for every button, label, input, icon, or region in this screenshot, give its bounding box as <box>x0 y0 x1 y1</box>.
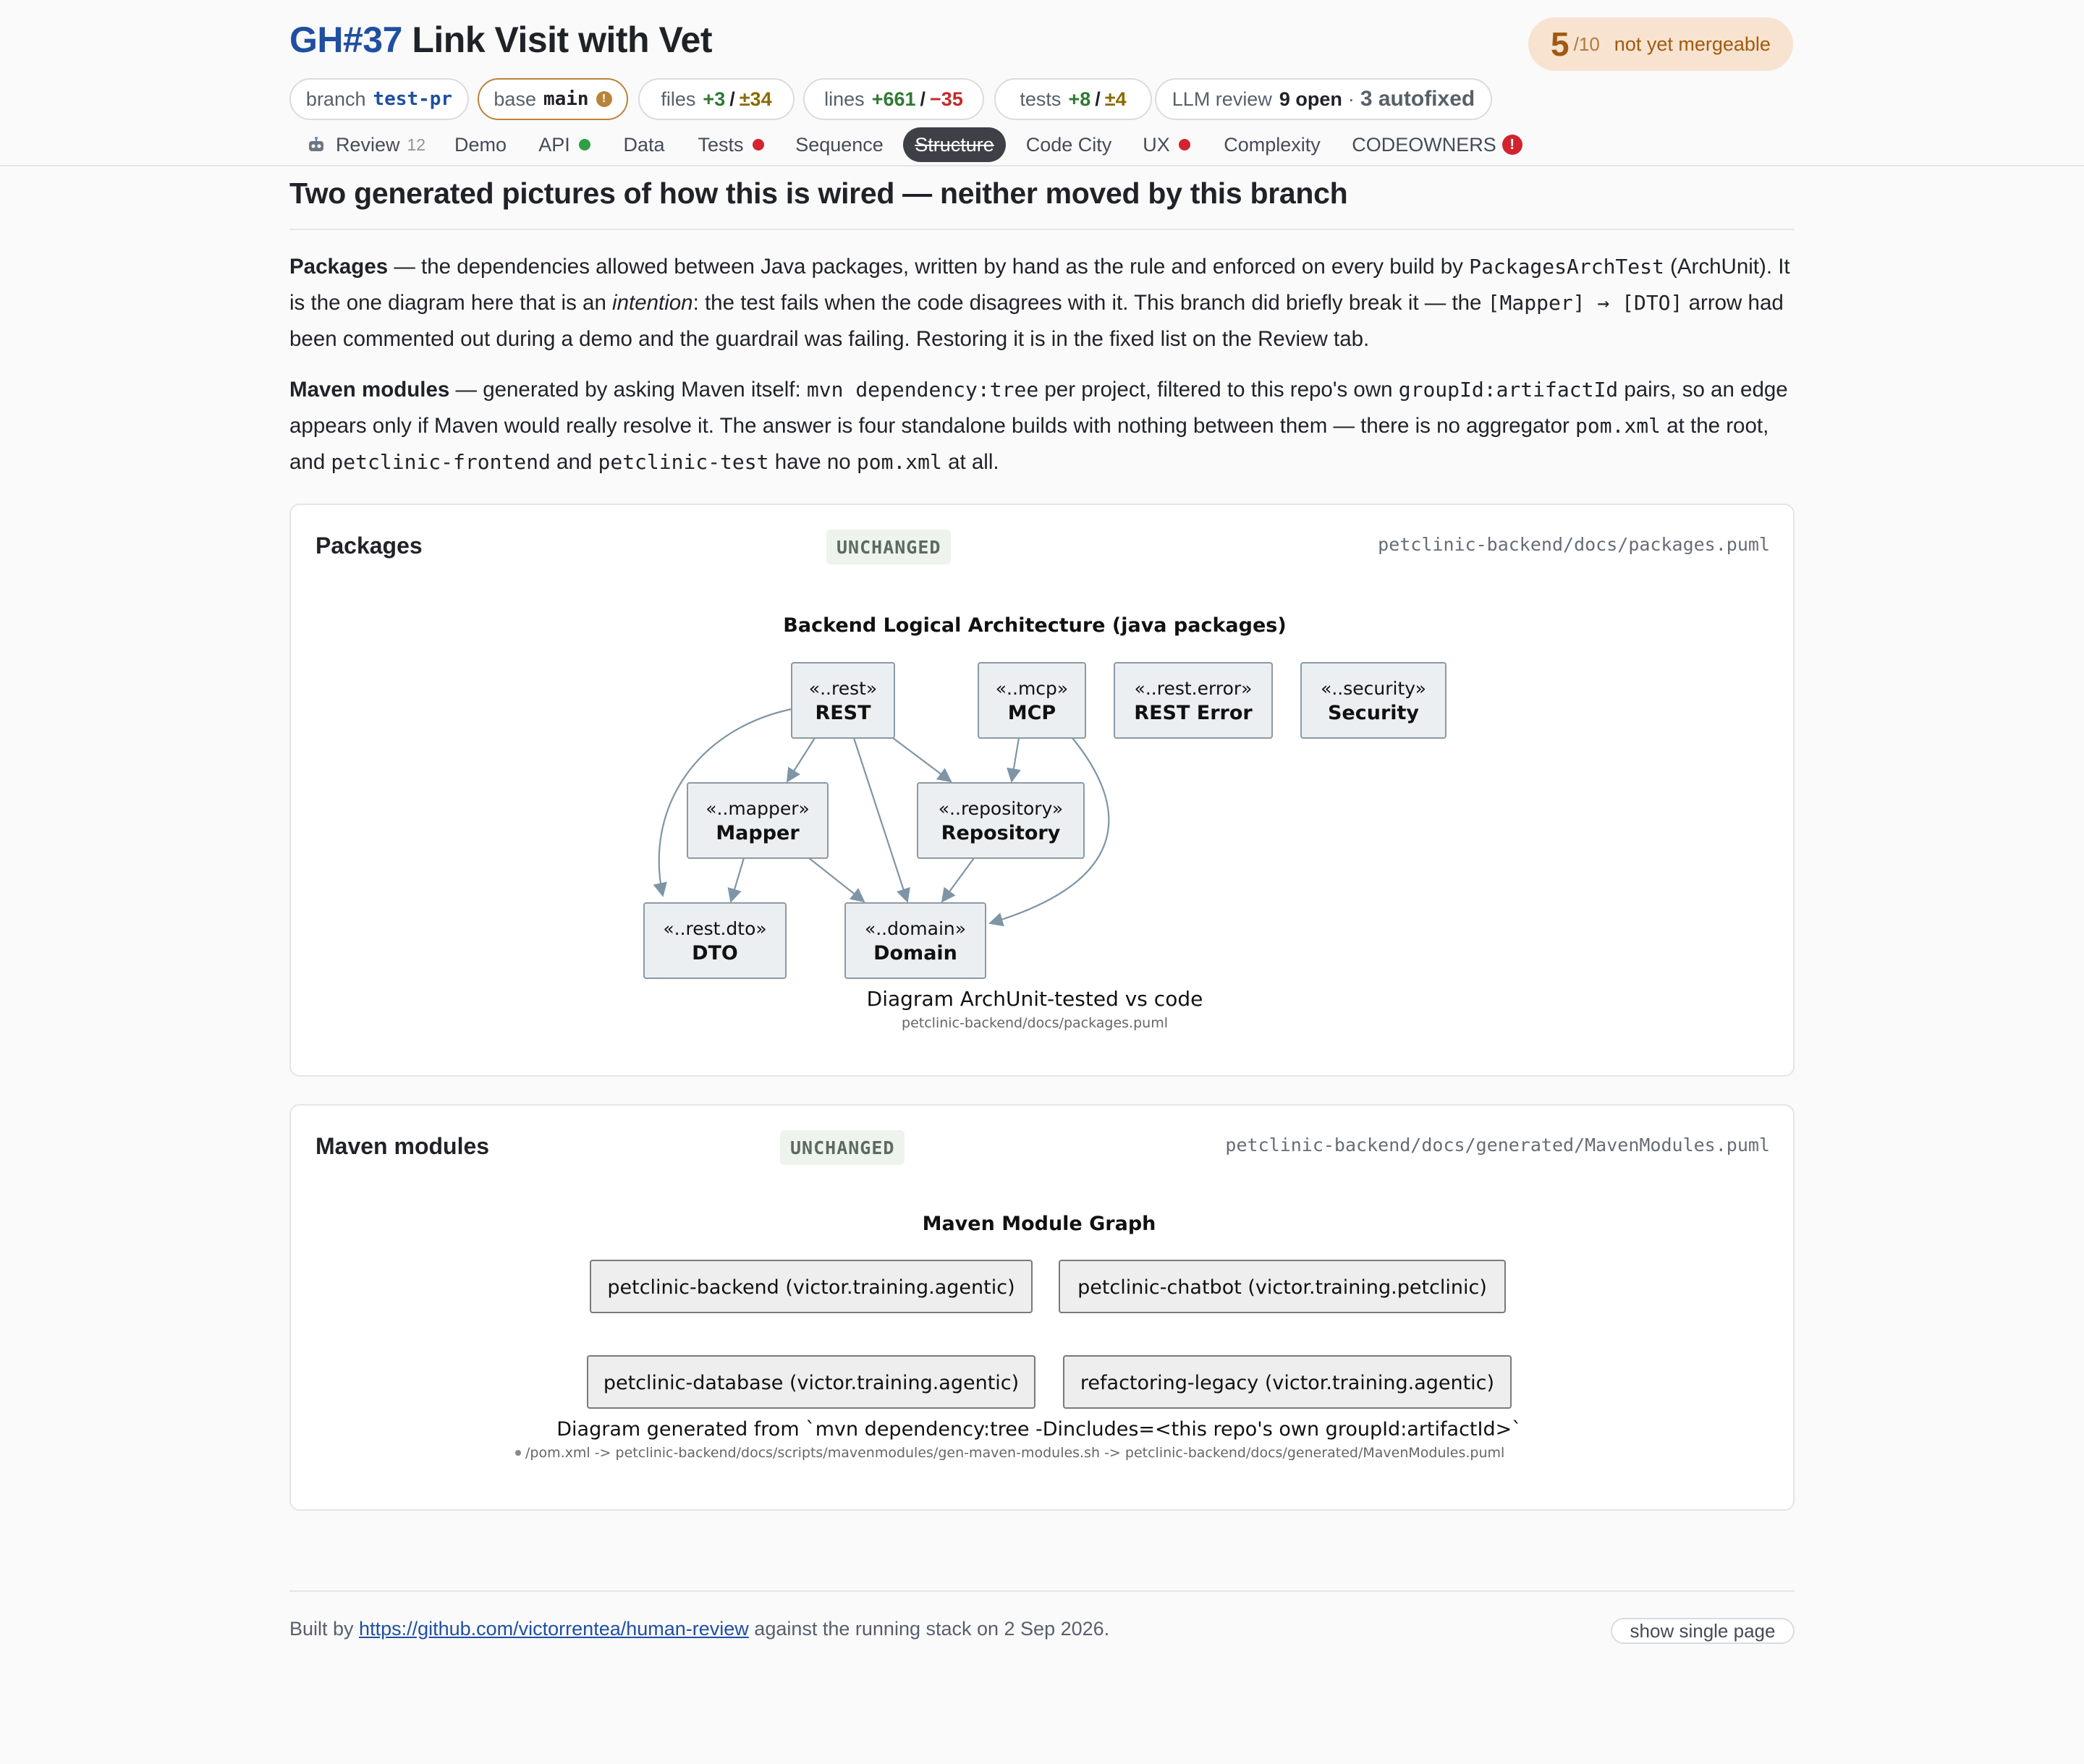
edge-repository-to-domain <box>942 858 974 902</box>
alert-icon: ! <box>1502 135 1522 155</box>
text: — the dependencies allowed between Java packages, written by hand as the rule and enforced on every build by <box>388 255 1470 279</box>
text: : the test fails when the code disagrees with it. This branch did briefly break it — the <box>692 291 1488 315</box>
tab-label: Demo <box>454 133 507 156</box>
pr-title: Link Visit with Vet <box>412 20 713 60</box>
packages-diagram <box>291 505 1793 1075</box>
lines-sep: / <box>920 88 926 110</box>
package-node-rest <box>792 663 894 738</box>
node-name: REST Error <box>1134 702 1253 724</box>
module-label: petclinic-backend (victor.training.agentic) <box>607 1276 1015 1299</box>
code: [Mapper] → [DTO] <box>1487 291 1683 315</box>
tab-tests[interactable] <box>695 127 767 162</box>
section-title: Two generated pictures of how this is wired — neither moved by this branch <box>289 177 1348 210</box>
tab-data[interactable] <box>617 127 672 162</box>
footer-text <box>289 1618 1109 1640</box>
tab-label: Data <box>623 133 665 156</box>
status-dot-red <box>1179 139 1190 150</box>
edge-mcp-to-repository <box>1012 738 1019 781</box>
package-node-mcp <box>978 663 1085 738</box>
llm-autofixed: 3 autofixed <box>1360 87 1475 111</box>
llm-review-label: LLM review <box>1172 88 1272 110</box>
card-title: Packages <box>315 533 423 559</box>
code: pom.xml <box>1575 414 1661 438</box>
tests-sep: / <box>1095 88 1101 110</box>
package-nodes <box>644 663 1446 978</box>
edge-rest-to-repository <box>893 738 951 781</box>
files-changed: ±34 <box>739 88 772 110</box>
module-node <box>588 1356 1035 1408</box>
node-box <box>1114 663 1272 738</box>
base-chip[interactable] <box>478 78 628 120</box>
node-stereotype: «..mapper» <box>706 798 810 819</box>
footer-link[interactable]: https://github.com/victorrentea/human-review <box>359 1618 749 1640</box>
edge-rest-to-domain <box>854 738 907 902</box>
module-nodes <box>588 1260 1511 1408</box>
node-box <box>845 903 986 978</box>
tab-codeowners[interactable] <box>1349 127 1525 162</box>
node-stereotype: «..mcp» <box>995 678 1069 699</box>
tab-structure[interactable] <box>903 127 1006 162</box>
text: and <box>550 450 598 474</box>
tab-label: Complexity <box>1224 133 1321 156</box>
maven-diagram <box>291 1106 1793 1509</box>
code: groupId:artifactId <box>1398 378 1619 402</box>
edge-mapper-to-dto <box>731 858 744 902</box>
files-sep: / <box>729 88 735 110</box>
node-stereotype: «..security» <box>1321 678 1426 699</box>
warning-icon: ! <box>596 91 612 107</box>
maven-card <box>289 1104 1795 1511</box>
lead-term: Maven modules <box>289 378 450 402</box>
node-box <box>644 903 786 978</box>
code: pom.xml <box>856 450 942 474</box>
source-path: petclinic-backend/docs/packages.puml <box>1378 534 1770 555</box>
pr-number-link[interactable]: GH#37 <box>289 20 402 60</box>
lines-added: +661 <box>871 88 916 110</box>
tab-sequence[interactable] <box>792 127 887 162</box>
tab-ux[interactable] <box>1139 127 1194 162</box>
node-stereotype: «..rest» <box>808 678 878 699</box>
diagram-caption: Diagram generated from `mvn dependency:tree -Dincludes=<this repo's own groupId:artifactId>` <box>556 1418 1522 1441</box>
status-dot-green <box>579 139 590 150</box>
score-value: 5 <box>1551 25 1570 63</box>
module-label: refactoring-legacy (victor.training.agentic) <box>1080 1372 1495 1394</box>
tab-review[interactable] <box>301 127 431 162</box>
llm-dot: · <box>1347 88 1355 110</box>
text: at the root, and <box>289 414 1769 474</box>
card-title: Maven modules <box>315 1133 490 1159</box>
tab-count: 12 <box>407 135 426 154</box>
edge-mapper-to-domain <box>809 858 864 902</box>
footer-divider <box>289 1590 1795 1592</box>
lines-chip[interactable] <box>803 78 984 120</box>
files-chip[interactable] <box>638 78 795 120</box>
lines-removed: −35 <box>930 88 963 110</box>
emphasis: intention <box>612 291 693 315</box>
edge-rest-to-mapper <box>787 738 815 781</box>
package-node-rest-error <box>1114 663 1272 738</box>
diagram-caption-path: /pom.xml -> petclinic-backend/docs/scripts/mavenmodules/gen-maven-modules.sh -> petclinic-backend/docs/generated/MavenModules.puml <box>525 1445 1505 1461</box>
merge-status: not yet mergeable <box>1614 33 1771 55</box>
node-stereotype: «..rest.error» <box>1134 678 1253 699</box>
tab-label: API <box>538 133 570 156</box>
tab-demo[interactable] <box>447 127 514 162</box>
base-label: base <box>494 88 536 110</box>
text: arrow had been commented out during a demo and the guardrail was failing. Restoring it is in the fixed list on the Review tab. <box>289 291 1784 351</box>
diagram-caption: Diagram ArchUnit-tested vs code <box>866 987 1203 1011</box>
text: (ArchUnit). It is the one diagram here that is an <box>289 255 1790 315</box>
package-node-security <box>1301 663 1446 738</box>
node-stereotype: «..repository» <box>938 798 1064 819</box>
code: petclinic-frontend <box>331 450 551 474</box>
text: pairs, so an edge appears only if Maven would really resolve it. The answer is four standalone builds with nothing between them — there is no aggregator <box>289 378 1788 438</box>
tab-label: Sequence <box>795 133 884 156</box>
tests-changed: ±4 <box>1104 88 1127 110</box>
tab-api[interactable] <box>535 127 593 162</box>
llm-open-count: 9 open <box>1279 88 1342 110</box>
code: petclinic-test <box>598 450 769 474</box>
robot-icon <box>307 137 326 153</box>
branch-label: branch <box>305 88 366 110</box>
source-path: petclinic-backend/docs/generated/MavenModules.puml <box>1225 1135 1770 1155</box>
tests-chip[interactable] <box>994 78 1152 120</box>
page-header <box>0 0 2084 166</box>
llm-review-chip[interactable] <box>1155 78 1492 120</box>
tab-label: Tests <box>698 133 744 156</box>
branch-chip[interactable] <box>289 78 469 120</box>
node-name: DTO <box>692 942 738 964</box>
diagram-caption-path: petclinic-backend/docs/packages.puml <box>902 1015 1168 1031</box>
node-name: Security <box>1327 702 1420 724</box>
tab-label: CODEOWNERS <box>1352 133 1496 156</box>
diagram-title: Maven Module Graph <box>922 1213 1156 1235</box>
tests-added: +8 <box>1068 88 1091 110</box>
node-box <box>687 783 828 858</box>
files-label: files <box>661 88 696 110</box>
diagram-title: Backend Logical Architecture (java packages) <box>783 614 1287 637</box>
tab-complexity[interactable] <box>1221 127 1323 162</box>
unchanged-badge: UNCHANGED <box>780 1130 905 1165</box>
score-max: /10 <box>1573 33 1600 55</box>
node-box <box>918 783 1084 858</box>
package-node-repository <box>918 783 1084 858</box>
tab-label: UX <box>1143 133 1170 156</box>
score-badge <box>1528 17 1793 71</box>
footer-prefix: Built by <box>289 1618 360 1640</box>
node-stereotype: «..domain» <box>864 918 967 939</box>
lead-term: Packages <box>289 255 389 279</box>
files-added: +3 <box>703 88 726 110</box>
text: — generated by asking Maven itself: <box>449 378 807 402</box>
package-node-mapper <box>687 783 828 858</box>
node-name: Repository <box>941 822 1061 844</box>
lines-label: lines <box>824 88 865 110</box>
node-box <box>792 663 894 738</box>
tab-label: Review <box>335 133 400 156</box>
packages-card <box>289 504 1795 1077</box>
text: have no <box>768 450 857 474</box>
maven-description <box>289 372 1795 480</box>
footer-suffix: against the running stack on 2 Sep 2026. <box>748 1618 1110 1640</box>
module-label: petclinic-chatbot (victor.training.petclinic) <box>1077 1276 1487 1299</box>
node-box <box>1301 663 1446 738</box>
node-name: REST <box>815 702 871 724</box>
status-dot-red <box>753 139 764 150</box>
tests-label: tests <box>1020 88 1062 110</box>
text: per project, filtered to this repo's own <box>1038 378 1399 402</box>
node-name: MCP <box>1007 702 1056 724</box>
node-name: Domain <box>873 942 957 964</box>
module-label: petclinic-database (victor.training.agentic) <box>603 1372 1020 1394</box>
package-node-domain <box>845 903 986 978</box>
unchanged-badge: UNCHANGED <box>826 530 951 564</box>
branch-value: test-pr <box>373 88 453 110</box>
node-name: Mapper <box>716 822 800 844</box>
code: mvn dependency:tree <box>806 378 1039 402</box>
node-stereotype: «..rest.dto» <box>663 918 767 939</box>
packages-description <box>289 249 1795 357</box>
module-node <box>590 1260 1032 1313</box>
tab-label: Code City <box>1025 133 1112 156</box>
show-single-page-button[interactable]: show single page <box>1611 1618 1795 1644</box>
code: PackagesArchTest <box>1469 255 1664 279</box>
tab-code-city[interactable] <box>1023 127 1114 162</box>
tab-label: Structure <box>915 133 994 156</box>
text: at all. <box>941 450 999 474</box>
node-box <box>978 663 1085 738</box>
package-node-dto <box>644 903 786 978</box>
page-title <box>289 19 712 61</box>
module-node <box>1059 1260 1505 1313</box>
module-node <box>1064 1356 1511 1408</box>
bullet-icon <box>515 1450 521 1456</box>
divider <box>289 229 1795 230</box>
base-value: main <box>543 88 589 110</box>
